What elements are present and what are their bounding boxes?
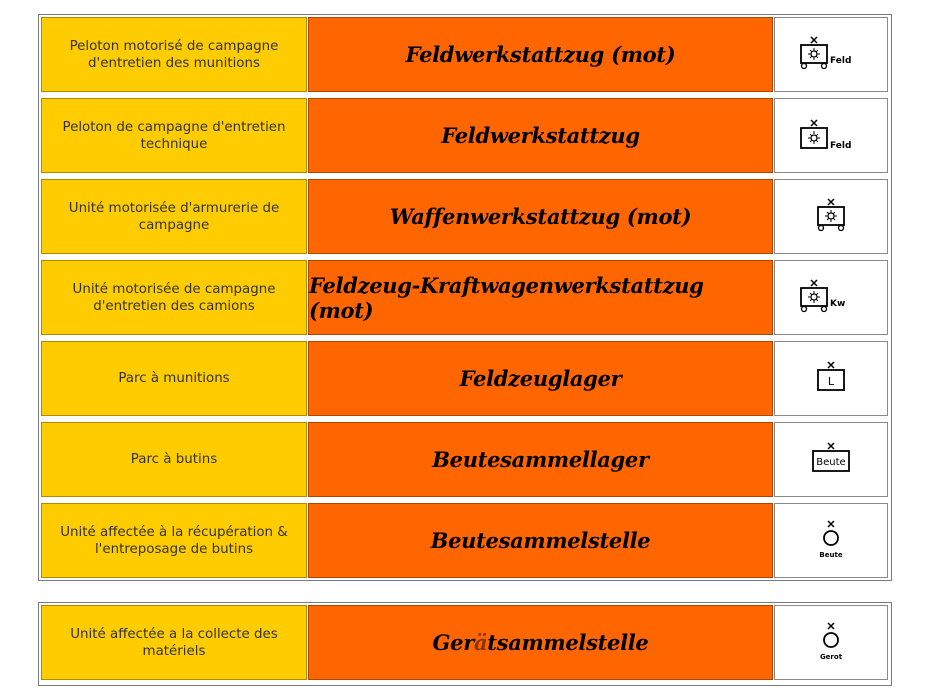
french-name-cell: Unité affectée à la récupération & l'entreposage de butins bbox=[41, 503, 307, 578]
units-table bbox=[38, 14, 892, 581]
symbol-label: Feld bbox=[830, 140, 852, 151]
table-row bbox=[40, 501, 890, 579]
symbol-label: Gerot bbox=[819, 652, 843, 661]
french-name-cell: Unité motorisée de campagne d'entretien des camions bbox=[41, 260, 307, 335]
symbol-cell bbox=[774, 17, 888, 92]
symbol-cell bbox=[774, 422, 888, 497]
workshop-motorized-feld-icon bbox=[796, 35, 866, 75]
symbol-cell bbox=[774, 341, 888, 416]
german-name-cell: Feldzeuglager bbox=[308, 341, 773, 416]
german-name-cell: Feldzeug-Kraftwagenwerkstattzug (mot) bbox=[308, 260, 773, 335]
symbol-label: Feld bbox=[830, 55, 852, 66]
symbol-cell bbox=[774, 179, 888, 254]
german-name-cell: Feldwerkstattzug (mot) bbox=[308, 17, 773, 92]
symbol-cell bbox=[774, 260, 888, 335]
german-name-cell: Feldwerkstattzug bbox=[308, 98, 773, 173]
german-name-part: tsammelstelle bbox=[487, 630, 649, 655]
symbol-label: Beute bbox=[816, 456, 846, 468]
weapons-workshop-motorized-icon bbox=[811, 197, 851, 237]
german-name-umlaut: ä bbox=[473, 630, 488, 655]
french-name-cell: Unité motorisée d'armurerie de campagne bbox=[41, 179, 307, 254]
units-table-2 bbox=[38, 602, 892, 686]
symbol-label: L bbox=[827, 374, 835, 388]
table-row bbox=[40, 339, 890, 417]
german-name-cell: Beutesammelstelle bbox=[308, 503, 773, 578]
depot-l-icon bbox=[811, 359, 851, 399]
table-row bbox=[40, 96, 890, 174]
german-name-cell: Waffenwerkstattzug (mot) bbox=[308, 179, 773, 254]
symbol-label: Kw bbox=[830, 298, 846, 309]
german-name-cell: Beutesammellager bbox=[308, 422, 773, 497]
table-row bbox=[40, 177, 890, 255]
booty-depot-icon bbox=[809, 440, 853, 480]
french-name-cell: Parc à butins bbox=[41, 422, 307, 497]
symbol-cell bbox=[774, 605, 888, 680]
symbol-cell bbox=[774, 98, 888, 173]
workshop-feld-icon bbox=[796, 116, 866, 156]
table-row bbox=[40, 420, 890, 498]
table-row bbox=[40, 15, 890, 93]
table-row bbox=[40, 258, 890, 336]
french-name-cell: Peloton de campagne d'entretien technique bbox=[41, 98, 307, 173]
symbol-label: Beute bbox=[819, 550, 843, 559]
german-name-part: Ger bbox=[432, 630, 474, 655]
french-name-cell: Peloton motorisé de campagne d'entretien des munitions bbox=[41, 17, 307, 92]
french-name-cell: Unité affectée a la collecte des matériels bbox=[41, 605, 307, 680]
vehicle-workshop-motorized-icon bbox=[796, 278, 866, 318]
german-name-cell bbox=[308, 605, 773, 680]
equipment-collection-point-icon bbox=[811, 621, 851, 665]
french-name-cell: Parc à munitions bbox=[41, 341, 307, 416]
table-row bbox=[40, 603, 890, 681]
booty-collection-point-icon bbox=[811, 519, 851, 563]
symbol-cell bbox=[774, 503, 888, 578]
